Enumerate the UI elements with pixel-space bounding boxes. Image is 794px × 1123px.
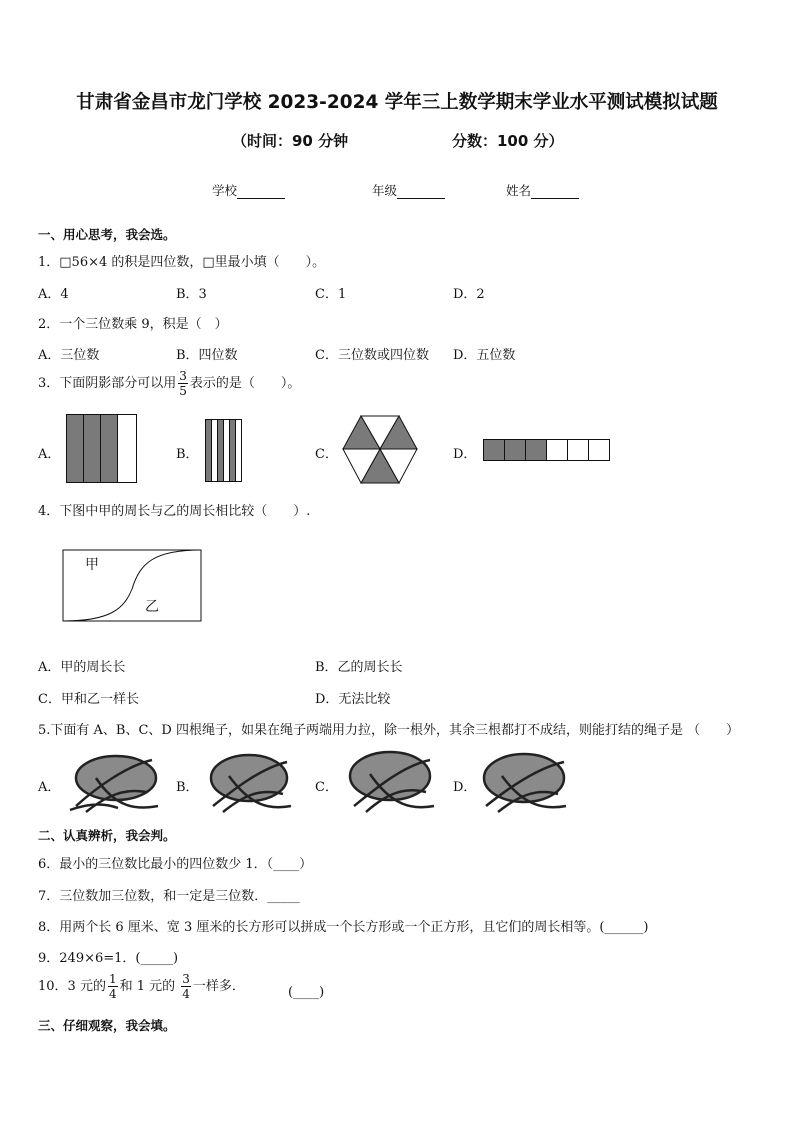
q2-option-a[interactable]: A．三位数 bbox=[38, 348, 100, 363]
q10-fraction-2-den: 4 bbox=[182, 987, 190, 1001]
q3-text bbox=[38, 370, 300, 397]
q10-prefix: 10．3 元的 bbox=[38, 979, 106, 994]
q4-text: 4．下图中甲的周长与乙的周长相比较（ ）. bbox=[38, 504, 311, 519]
q2-option-d[interactable]: D．五位数 bbox=[453, 348, 516, 363]
section2-heading: 二、认真辨析，我会判。 bbox=[38, 828, 176, 843]
q4-label-yi: 乙 bbox=[145, 599, 159, 615]
q3-fraction bbox=[178, 370, 188, 397]
q1-option-b[interactable]: B．3 bbox=[176, 287, 207, 302]
q6-text[interactable]: 6．最小的三位数比最小的四位数少 1．（____） bbox=[38, 857, 313, 872]
q3-label-a[interactable]: A． bbox=[38, 447, 61, 462]
grade-field[interactable] bbox=[372, 181, 445, 199]
q1-text: 1．□56×4 的积是四位数，□里最小填（ ）。 bbox=[38, 255, 326, 270]
q10-fraction-1-num: 1 bbox=[108, 972, 117, 986]
page-title: 甘肃省金昌市龙门学校 2023-2024 学年三上数学期末学业水平测试模拟试题 bbox=[76, 92, 718, 113]
grade-label: 年级 bbox=[372, 183, 398, 198]
q1-option-d[interactable]: D．2 bbox=[453, 287, 485, 302]
section1-heading: 一、用心思考，我会选。 bbox=[38, 227, 176, 242]
q10-text[interactable] bbox=[38, 973, 245, 1000]
name-label: 姓名 bbox=[506, 183, 532, 198]
q8-text[interactable]: 8．用两个长 6 厘米、宽 3 厘米的长方形可以拼成一个长方形或一个正方形，且它们的周长相等。(______) bbox=[38, 920, 649, 935]
q3-figure-c bbox=[342, 415, 418, 485]
name-blank[interactable] bbox=[531, 185, 579, 199]
q10-fraction-2 bbox=[181, 973, 191, 1000]
q2-option-c[interactable]: C．三位数或四位数 bbox=[315, 348, 429, 363]
q10-fraction-1-den: 4 bbox=[108, 987, 117, 1001]
q1-option-a[interactable]: A．4 bbox=[38, 287, 69, 302]
q4-option-d[interactable]: D．无法比较 bbox=[315, 692, 391, 707]
q5-label-a[interactable]: A． bbox=[38, 780, 61, 795]
q5-text: 5.下面有 A、B、C、D 四根绳子，如果在绳子两端用力拉，除一根外，其余三根都打不成结，则能打结的绳子是 （ ） bbox=[38, 723, 740, 738]
q3-label-d[interactable]: D． bbox=[453, 447, 477, 462]
q5-rope-c bbox=[344, 746, 436, 818]
section3-heading: 三、仔细观察，我会填。 bbox=[38, 1018, 176, 1033]
school-field[interactable] bbox=[212, 181, 285, 199]
q3-fraction-num: 3 bbox=[179, 369, 187, 383]
q5-label-b[interactable]: B． bbox=[176, 780, 199, 795]
school-blank[interactable] bbox=[237, 185, 285, 199]
time-info: （时间：90 分钟 bbox=[232, 132, 349, 150]
q10-mid: 和 1 元的 bbox=[119, 979, 176, 994]
q9-text[interactable]: 9．249×6=1．(_____) bbox=[38, 951, 179, 966]
grade-blank[interactable] bbox=[397, 185, 445, 199]
q5-label-c[interactable]: C． bbox=[315, 780, 338, 795]
q3-figure-b bbox=[205, 419, 243, 485]
q3-prefix: 3．下面阴影部分可以用 bbox=[38, 376, 177, 391]
q4-figure bbox=[62, 549, 204, 624]
score-info: 分数：100 分） bbox=[452, 132, 564, 150]
q3-figure-a bbox=[66, 414, 138, 484]
q3-fraction-den: 5 bbox=[179, 384, 187, 398]
q7-text[interactable]: 7．三位数加三位数，和一定是三位数．_____ bbox=[38, 889, 300, 904]
q4-option-b[interactable]: B．乙的周长长 bbox=[315, 660, 403, 675]
q4-option-c[interactable]: C．甲和乙一样长 bbox=[38, 692, 139, 707]
q3-suffix: 表示的是（ ）。 bbox=[189, 376, 301, 391]
q3-label-c[interactable]: C． bbox=[315, 447, 338, 462]
q10-fraction-2-num: 3 bbox=[182, 972, 190, 986]
q10-fraction-1 bbox=[108, 973, 118, 1000]
q5-rope-a bbox=[66, 748, 160, 818]
q5-label-d[interactable]: D． bbox=[453, 780, 477, 795]
q3-figure-d bbox=[483, 439, 613, 463]
q3-label-b[interactable]: B． bbox=[176, 447, 199, 462]
q4-option-a[interactable]: A．甲的周长长 bbox=[38, 660, 126, 675]
q1-option-c[interactable]: C．1 bbox=[315, 287, 347, 302]
school-label: 学校 bbox=[212, 183, 238, 198]
q4-label-jia: 甲 bbox=[85, 557, 99, 573]
q10-suffix: 一样多． bbox=[192, 979, 245, 994]
q5-rope-b bbox=[205, 748, 293, 818]
q2-text: 2．一个三位数乘 9，积是（ ） bbox=[38, 317, 228, 332]
q5-rope-d bbox=[478, 746, 570, 818]
name-field[interactable] bbox=[506, 181, 579, 199]
q2-option-b[interactable]: B．四位数 bbox=[176, 348, 238, 363]
q10-blank[interactable]: (____) bbox=[288, 985, 325, 1000]
